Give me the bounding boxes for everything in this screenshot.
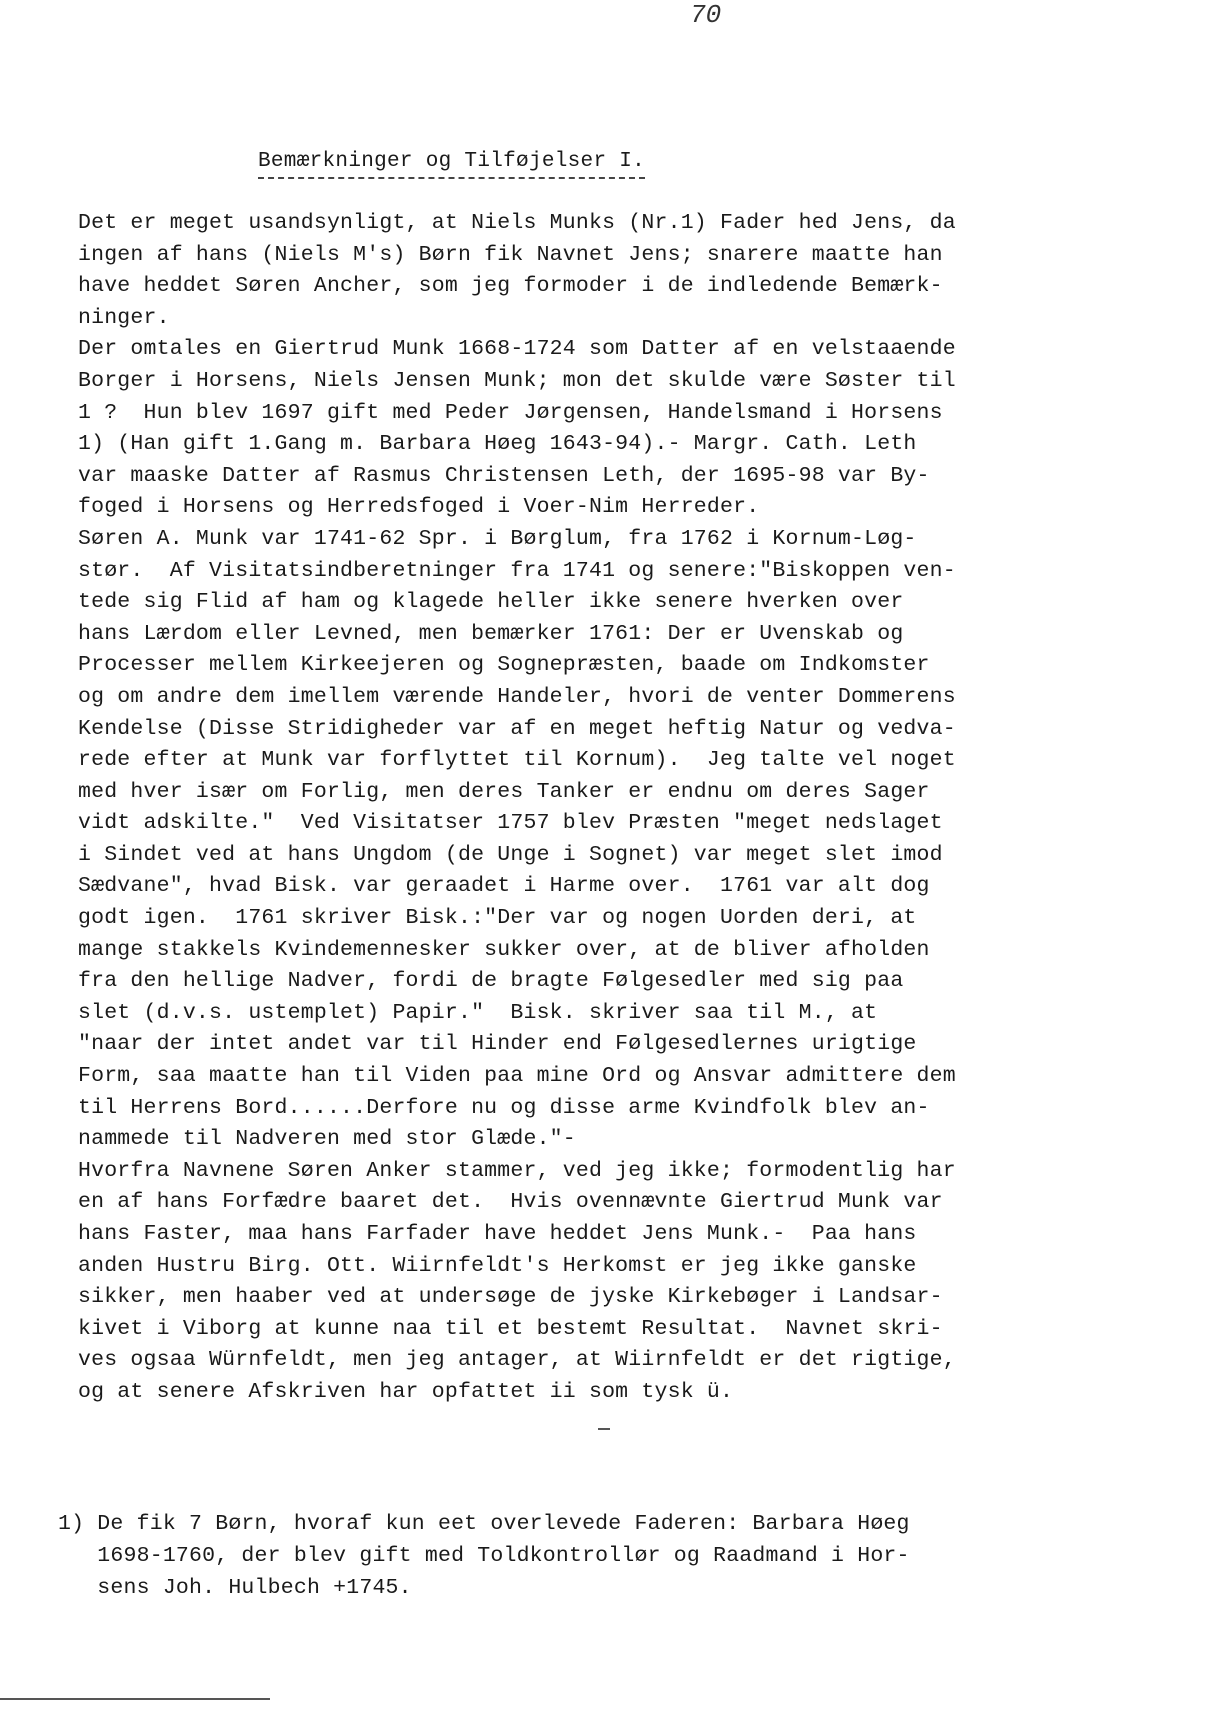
- text-line: Kendelse (Disse Stridigheder var af en meget heftig Natur og vedva-: [78, 716, 956, 741]
- footnote-line: sens Joh. Hulbech +1745.: [58, 1576, 412, 1600]
- text-line: tede sig Flid af ham og klagede heller ikke senere hverken over: [78, 590, 904, 615]
- text-line: Det er meget usandsynligt, at Niels Munks (Nr.1) Fader hed Jens, da: [78, 211, 956, 235]
- text-line: have heddet Søren Ancher, som jeg formoder i de indledende Bemærk-: [78, 274, 943, 299]
- text-line: Borger i Horsens, Niels Jensen Munk; mon det skulde være Søster til: [78, 368, 956, 393]
- text-line: en af hans Forfædre baaret det. Hvis ovennævnte Giertrud Munk var: [78, 1190, 943, 1215]
- text-line: 1 ? Hun blev 1697 gift med Peder Jørgensen, Handelsmand i Horsens: [78, 400, 943, 425]
- text-line: stør. Af Visitatsindberetninger fra 1741 og senere:"Biskoppen ven-: [78, 558, 956, 583]
- text-line: vidt adskilte." Ved Visitatser 1757 blev Præsten "meget nedslaget: [78, 811, 943, 836]
- text-line: med hver især om Forlig, men deres Tanker er endnu om deres Sager: [78, 779, 930, 804]
- text-line: i Sindet ved at hans Ungdom (de Unge i Sognet) var meget slet imod: [78, 842, 943, 867]
- text-line: "naar der intet andet var til Hinder end Følgesedlernes urigtige: [78, 1032, 917, 1057]
- text-line: foged i Horsens og Herredsfoged i Voer-Nim Herreder.: [78, 495, 760, 520]
- text-line: nammede til Nadveren med stor Glæde."-: [78, 1127, 576, 1152]
- text-line: ninger.: [78, 305, 170, 330]
- separator-dash: [598, 1428, 610, 1430]
- text-line: hans Lærdom eller Levned, men bemærker 1761: Der er Uvenskab og: [78, 621, 904, 646]
- body-text: [78, 208, 958, 1409]
- text-line: fra den hellige Nadver, fordi de bragte Følgesedler med sig paa: [78, 969, 904, 994]
- text-line: og om andre dem imellem værende Handeler, hvori de venter Dommerens: [78, 684, 956, 709]
- text-line: kivet i Viborg at kunne naa til et bestemt Resultat. Navnet skri-: [78, 1316, 943, 1341]
- page-heading: Bemærkninger og Tilføjelser I.: [258, 150, 645, 179]
- text-line: mange stakkels Kvindemennesker sukker over, at de bliver afholden: [78, 937, 930, 962]
- text-line: hans Faster, maa hans Farfader have heddet Jens Munk.- Paa hans: [78, 1222, 917, 1246]
- text-line: slet (d.v.s. ustemplet) Papir." Bisk. skriver saa til M., at: [78, 1000, 878, 1025]
- text-line: ves ogsaa Würnfeldt, men jeg antager, at Wiirnfeldt er det rigtige,: [78, 1348, 956, 1373]
- footnote-rule: [0, 1698, 270, 1700]
- text-line: Søren A. Munk var 1741-62 Spr. i Børglum, fra 1762 i Kornum-Løg-: [78, 526, 917, 551]
- text-line: rede efter at Munk var forflyttet til Kornum). Jeg talte vel noget: [78, 748, 956, 773]
- footnote: [58, 1508, 958, 1604]
- text-line: sikker, men haaber ved at undersøge de jyske Kirkebøger i Landsar-: [78, 1285, 943, 1310]
- text-line: anden Hustru Birg. Ott. Wiirnfeldt's Herkomst er jeg ikke ganske: [78, 1253, 917, 1278]
- text-line: godt igen. 1761 skriver Bisk.:"Der var og nogen Uorden deri, at: [78, 906, 917, 931]
- footnote-line: 1) De fik 7 Børn, hvoraf kun eet overlevede Faderen: Barbara Høeg: [58, 1512, 910, 1536]
- page-number: 70: [690, 0, 722, 30]
- text-line: Processer mellem Kirkeejeren og Sognepræsten, baade om Indkomster: [78, 653, 930, 678]
- text-line: og at senere Afskriven har opfattet ii som tysk ü.: [78, 1379, 734, 1404]
- text-line: Sædvane", hvad Bisk. var geraadet i Harme over. 1761 var alt dog: [78, 874, 930, 899]
- text-line: var maaske Datter af Rasmus Christensen Leth, der 1695-98 var By-: [78, 463, 930, 488]
- text-line: Der omtales en Giertrud Munk 1668-1724 som Datter af en velstaaende: [78, 337, 956, 362]
- text-line: til Herrens Bord......Derfore nu og disse arme Kvindfolk blev an-: [78, 1095, 930, 1120]
- text-line: Hvorfra Navnene Søren Anker stammer, ved jeg ikke; formodentlig har: [78, 1158, 956, 1183]
- text-line: 1) (Han gift 1.Gang m. Barbara Høeg 1643-94).- Margr. Cath. Leth: [78, 432, 917, 457]
- text-line: ingen af hans (Niels M's) Børn fik Navnet Jens; snarere maatte han: [78, 242, 943, 267]
- text-line: Form, saa maatte han til Viden paa mine Ord og Ansvar admittere dem: [78, 1064, 956, 1089]
- footnote-line: 1698-1760, der blev gift med Toldkontrollør og Raadmand i Hor-: [58, 1544, 910, 1568]
